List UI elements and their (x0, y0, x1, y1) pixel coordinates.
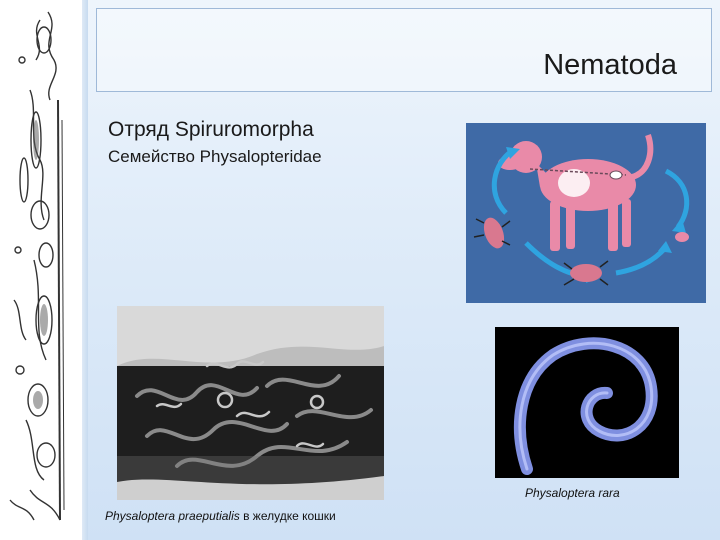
lifecycle-diagram (466, 123, 706, 303)
egg-icon (675, 232, 689, 242)
caption-physaloptera-rara: Physaloptera rara (525, 486, 620, 500)
order-line: Отряд Spiruromorpha (108, 118, 314, 141)
beetle-icon (474, 215, 510, 251)
cockroach-icon (564, 261, 608, 285)
dog-lifecycle-diagram (466, 123, 706, 303)
family-line: Семейство Physalopteridae (108, 147, 322, 166)
stomach-worms-photo (117, 306, 384, 500)
left-illustration-strip (0, 0, 88, 540)
caption-species-name: Physaloptera praeputialis (105, 509, 240, 523)
slide-title: Nematoda (543, 49, 677, 81)
stomach-worms-image (117, 306, 384, 500)
nematode-specimen (495, 327, 679, 478)
nematode-specimen-photo (495, 327, 679, 478)
caption-physaloptera-praeputialis (105, 509, 336, 523)
title-box (96, 8, 712, 92)
helminth-plate-illustration (0, 0, 80, 540)
caption-location: в желудке кошки (239, 509, 336, 523)
